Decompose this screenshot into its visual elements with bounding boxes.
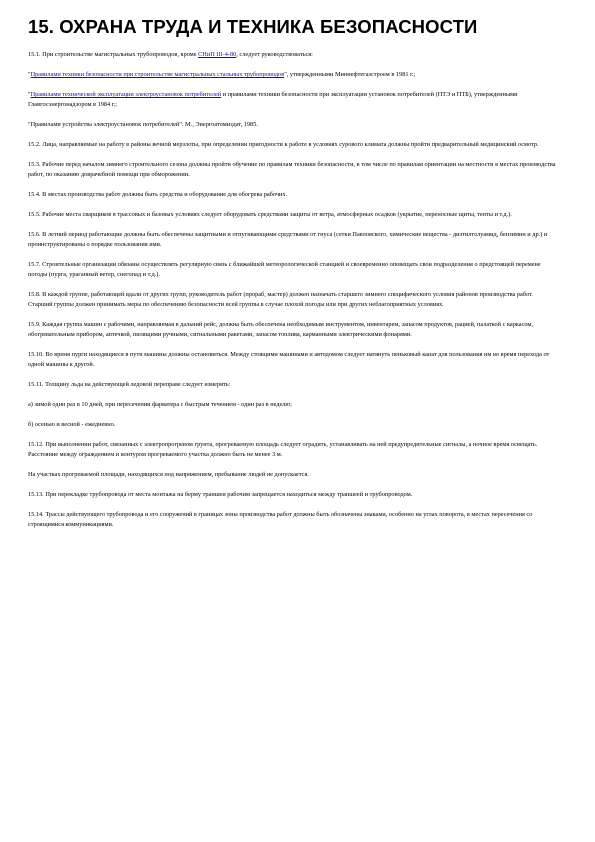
paragraph-15-9: 15.9. Каждая группа машин с рабочими, направляемая в дальний рейс, должна быть обеспечена необходимым инструментом, инвентарем, запасом продуктов, рацией, палаткой с каркасом, обогревательным прибором, аптечкой, пилящими ручными, сигнальными ракетами, запасом топлива, карманными электрическими фонарями. xyxy=(28,321,533,338)
paragraph-15-1 xyxy=(28,50,557,60)
paragraph-15-3: 15.3. Рабочие перед началом зимнего строительного сезона должны пройти обучение по правилам техники безопасности, в том числе по правилам ориентации на местности в местах производства работ, по оказанию доврачебной помощи при обморожении. xyxy=(28,161,556,178)
paragraph-rules-installation: "Правилами устройства электроустановок потребителей". М., Энергоатомиздат, 1985. xyxy=(28,121,258,128)
paragraph-15-11-a: а) зимой один раз в 10 дней, при пересечении фарватера с быстрым течением - один раз в неделю; xyxy=(28,401,292,408)
paragraph-15-11: 15.11. Толщину льда на действующей ледовой переправе следует измерять: xyxy=(28,381,231,388)
text-after-link: , следует руководствоваться: xyxy=(236,51,313,58)
paragraph-15-14: 15.14. Трассы действующего трубопровода и его сооружений в границах зоны производства работ должны быть обозначены знаками, особенно на углах поворота, в местах пересечения со строящимися коммуникациями. xyxy=(28,511,533,528)
paragraph-15-7: 15.7. Строительные организации обязаны осуществлять регулярную связь с ближайшей метеорологической станцией и своевременно оповещать свои подразделения о предстоящей перемене погоды (пурга, ураганный ветер, снегопад и т.д.). xyxy=(28,261,541,278)
paragraph-15-4: 15.4. В местах производства работ должны быть средства и оборудование для обогрева рабочих. xyxy=(28,191,288,198)
paragraph-15-8: 15.8. В каждой группе, работающей вдали от других групп, руководитель работ (прораб, мастер) должен назначать старшего зимнего специфического условия районов производства работ. Старший группы должен принимать меры по обеспечению безопасности всей группы в случае плохой погоды или при других неблагоприятных условиях. xyxy=(28,291,533,308)
text-before-link: 15.1. При строительстве магистральных трубопроводов, кроме xyxy=(28,51,199,58)
paragraph-text: Правилами устройства электроустановок потребителей". М., Энергоатомиздат, 1985. xyxy=(30,121,258,128)
paragraph-15-6: 15.6. В летний период работающие должны быть обеспечены защитными и отпугивающими средствами от гнуса (сетки Павловского, химические вещества - диэтилтолуамид, бензимин и др.) и проинструктированы о порядке пользования ими. xyxy=(28,231,548,248)
paragraph-15-10: 15.10. Во время пурги находящиеся в пути машины должны остановиться. Между стоящими машинами и автодомом следует натянуть пеньковый канат для пользования им во время перехода от одной машины к другой. xyxy=(28,351,550,368)
paragraph-15-11-b: б) осенью и весной - ежедневно. xyxy=(28,421,116,428)
text-after-link: , утвержденными Миннефтегазстроем в 1981 г.; xyxy=(286,71,416,78)
paragraph-15-5: 15.5. Рабочие места сварщиков в трассовых и базовых условиях следует оборудовать средствами защиты от ветра, атмосферных осадков (укрытие, переносные щиты, тенты и т.д.). xyxy=(28,211,512,218)
paragraph-15-13: 15.13. При перекладке трубопровода от места монтажа на берму траншеи рабочим запрещается находиться между траншеей и трубопроводом. xyxy=(28,491,413,498)
paragraph-rules-electrical: "Правилами технической эксплуатации электроустановок потребителей и правилами техники безопасности при эксплуатации установок потребителей (ПТЭ и ПТБ), утвержденными Главгосэнергонадзором в 1984 г.; xyxy=(28,91,518,108)
page-title: 15. ОХРАНА ТРУДА И ТЕХНИКА БЕЗОПАСНОСТИ xyxy=(28,16,478,37)
text-after-link: и правилами техники безопасности при эксплуатации установок потребителей (ПТЭ и ПТБ), утвержденными Главгосэнергонадзором в 1984 г.; xyxy=(28,91,518,108)
paragraph-15-2: 15.2. Лица, направляемые на работу в районы вечной мерзлоты, при определении пригодности к работе в условиях сурового климата должны пройти предварительный медицинский осмотр. xyxy=(28,141,539,148)
rules-pipelines-link[interactable]: Правилами техники безопасности при строительстве магистральных стальных трубопроводов xyxy=(30,71,285,78)
rules-electrical-link[interactable]: Правилами технической эксплуатации электроустановок потребителей xyxy=(30,91,222,98)
paragraph-15-12-note: На участках прогреваемой площади, находящихся под напряжением, пребывание людей не допускается. xyxy=(28,471,309,478)
paragraph-rules-pipelines: "Правилами техники безопасности при строительстве магистральных стальных трубопроводов", утвержденными Миннефтегазстроем в 1981 г.; xyxy=(28,71,416,78)
paragraph-15-12: 15.12. При выполнении работ, связанных с электропрогревом грунта, прогреваемую площадь следует оградить, устанавливать на ней предупредительные сигналы, а ночное время освещать. Расстояние между ограждением и контуром прогреваемого участка должно быть не менее 3 м. xyxy=(28,441,538,458)
snip-link[interactable]: СНиП III-4-80 xyxy=(198,51,237,58)
